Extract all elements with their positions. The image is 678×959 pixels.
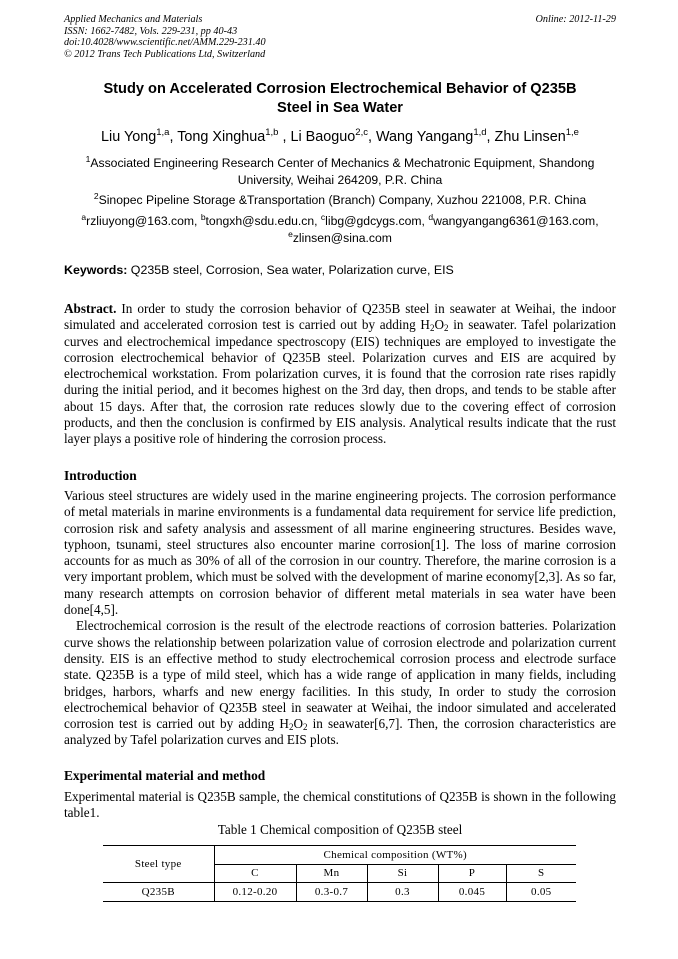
author-sep: , <box>169 129 178 145</box>
author-sup: 2,c <box>355 127 368 138</box>
journal-header <box>64 14 616 60</box>
table-header-cell: S <box>506 864 576 883</box>
affiliation-sup: 2 <box>93 191 99 201</box>
subscript: 2 <box>443 323 449 334</box>
online-date: Online: 2012-11-29 <box>535 14 616 25</box>
author-name: Zhu Linsen <box>494 129 566 145</box>
author-name: Li Baoguo <box>290 129 356 145</box>
section-heading-introduction: Introduction <box>64 468 137 483</box>
table-row <box>103 883 576 902</box>
email-sup: c <box>320 212 326 222</box>
paper-title <box>64 80 616 118</box>
author-list <box>64 128 616 146</box>
table-header-cell: C <box>214 864 296 883</box>
keywords <box>64 262 616 278</box>
section-heading-experimental: Experimental material and method <box>64 768 266 783</box>
keywords-label: Keywords: <box>64 263 128 277</box>
paragraph-text: O <box>293 716 303 732</box>
subscript: 2 <box>429 323 435 334</box>
author-name: Liu Yong <box>101 129 157 145</box>
affiliation-1 <box>64 155 616 188</box>
affiliation-2 <box>64 192 616 209</box>
author-sep: , <box>367 129 376 145</box>
abstract-text: O <box>434 317 444 333</box>
paragraph <box>64 618 616 748</box>
email-sup: a <box>81 212 87 222</box>
author-name: Tong Xinghua <box>177 129 266 145</box>
email-link[interactable]: zlinsen@sina.com <box>292 230 392 245</box>
email-sup: d <box>428 212 434 222</box>
author-sup: 1,d <box>473 127 487 138</box>
copyright-line: © 2012 Trans Tech Publications Ltd, Switzerland <box>64 48 266 60</box>
journal-name: Applied Mechanics and Materials <box>64 14 203 25</box>
email-sup: e <box>288 228 293 239</box>
table-caption: Table 1 Chemical composition of Q235B steel <box>217 822 463 837</box>
table-header-cell: P <box>438 864 506 883</box>
email-link[interactable]: wangyangang6361@163.com, <box>433 214 599 228</box>
title-line-2: Steel in Sea Water <box>277 100 403 116</box>
abstract-text: In order to study the corrosion behavior of Q235B steel in seawater at Weihai, the indoor simulated and accelerated corrosion test is carried out by adding H <box>64 301 616 333</box>
author-sup: 1,e <box>565 127 579 138</box>
table-cell: 0.3 <box>367 883 438 902</box>
issn-line: ISSN: 1662-7482, Vols. 229-231, pp 40-43 <box>64 25 238 37</box>
paragraph-text: in seawater[6,7]. Then, the corrosion characteristics are analyzed by Tafel polarization curves and EIS plots. <box>64 716 616 748</box>
affiliation-sup: 1 <box>85 154 91 164</box>
affiliation-text: Associated Engineering Research Center of Mechanics & Mechatronic Equipment, Shandong <box>90 156 595 170</box>
table-header-cell: Mn <box>296 864 367 883</box>
author-name: Wang Yangang <box>375 129 474 145</box>
table-header-cell: Si <box>367 864 438 883</box>
author-sup: 1,b <box>265 127 279 138</box>
author-emails <box>64 213 616 246</box>
table-cell: 0.05 <box>506 883 576 902</box>
table-header-cell: Chemical composition (WT%) <box>214 846 576 865</box>
email-link[interactable]: tongxh@sdu.edu.cn, <box>205 214 321 228</box>
composition-table <box>103 845 576 902</box>
title-line-1: Study on Accelerated Corrosion Electrochemical Behavior of Q235B <box>103 81 577 97</box>
email-link[interactable]: rzliuyong@163.com, <box>86 214 201 228</box>
affiliation-text: Sinopec Pipeline Storage &Transportation (Branch) Company, Xuzhou 221008, P.R. China <box>98 193 587 207</box>
abstract-label: Abstract. <box>64 301 117 316</box>
subscript: 2 <box>302 722 308 733</box>
author-sup: 1,a <box>156 127 170 138</box>
table-header-row <box>103 846 576 865</box>
author-sep: , <box>278 129 291 145</box>
table-cell: Q235B <box>103 883 214 902</box>
abstract <box>64 301 616 448</box>
experimental-body: Experimental material is Q235B sample, the chemical constitutions of Q235B is shown in the following table1. <box>64 789 616 821</box>
table-header-cell: Steel type <box>103 846 214 883</box>
subscript: 2 <box>288 722 294 733</box>
table-cell: 0.3-0.7 <box>296 883 367 902</box>
keywords-text: Q235B steel, Corrosion, Sea water, Polarization curve, EIS <box>127 263 454 277</box>
table-cell: 0.045 <box>438 883 506 902</box>
table-cell: 0.12-0.20 <box>214 883 296 902</box>
affiliation-text: University, Weihai 264209, P.R. China <box>237 172 443 187</box>
author-sep: , <box>486 129 495 145</box>
introduction-body <box>64 488 616 749</box>
paragraph-text: Electrochemical corrosion is the result of the electrode reactions of corrosion batteries. Polarization curve shows the relationship between polarization value of corrosion electrode and polarization current density. EIS is an effective method to study electrochemical corrosion process and electrode surface state. Q235B is a type of mild steel, which has a wide range of application in many fields, including bridges, harbors, wharfs and new energy facilities. In this study, In order to study the corrosion electrochemical behavior of Q235B steel in seawater at Weihai, the indoor simulated and accelerated corrosion test is carried out by adding H <box>64 618 616 732</box>
paragraph: Various steel structures are widely used in the marine engineering projects. The corrosion performance of metal materials in marine environments is a fundamental data requirement for service life prediction, corrosion risk and safety analysis and assessment of all marine engineering structures. Besides wave, typhoon, tsunami, steel structures also encounter marine corrosion[1]. The loss of marine corrosion accounts for as much as 30% of all of the corrosion in our country. Therefore, the marine corrosion is a very important problem, which must be solved with the development of marine economy[2,3]. As so far, many research attempts on corrosion behavior of different metal materials in sea water have been done[4,5]. <box>64 488 616 618</box>
email-link[interactable]: libg@gdcygs.com, <box>325 214 429 228</box>
doi-line[interactable]: doi:10.4028/www.scientific.net/AMM.229-231.40 <box>64 37 266 49</box>
email-sup: b <box>200 212 206 222</box>
abstract-text: in seawater. Tafel polarization curves and electrochemical impedance spectroscopy (EIS) techniques are employed to investigate the corrosion electrochemical behavior of Q235B steel. Polarization curves and EIS are acquired by electrochemical workstation. From polarization curves, it is found that the corrosion rate rises rapidly during the initial period, and it becomes highest on the 3rd day, then drops, and tends to be stable after about 15 days. After that, the corrosion rate reduces slowly due to the covering effect of corrosion products, and then the conclusion is confirmed by EIS analysis. Analytical results indicate that the rust layer plays a positive role of hindering the corrosion process. <box>64 317 617 447</box>
